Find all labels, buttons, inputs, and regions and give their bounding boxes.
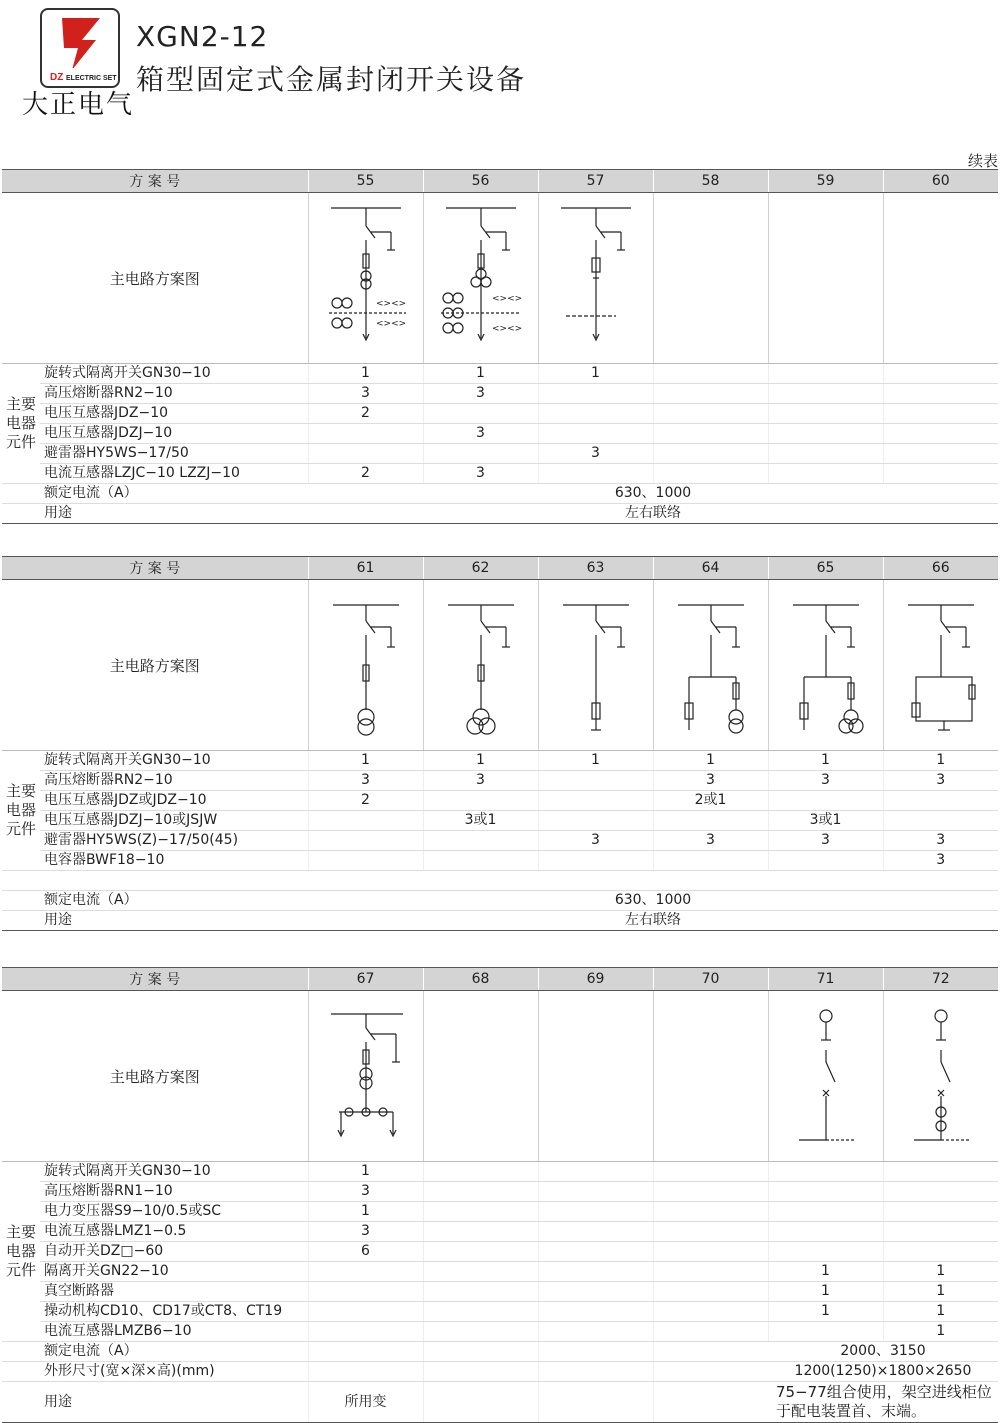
- dimensions-row: [2, 1362, 998, 1382]
- cell: [538, 464, 653, 484]
- scheme-number: 57: [538, 170, 653, 193]
- continued-label: 续表: [967, 152, 998, 170]
- cell: 3: [538, 831, 653, 851]
- cell: [538, 771, 653, 791]
- component-row: [2, 751, 998, 771]
- circuit-diagram-57: [538, 193, 653, 364]
- group-label: 主要电器元件: [2, 364, 40, 484]
- circuit-diagram-67: [308, 991, 423, 1162]
- cell: 3: [883, 831, 998, 851]
- component-label: 旋转式隔离开关GN30−10: [40, 751, 308, 771]
- cell: 6: [308, 1242, 423, 1262]
- usage-row: [2, 1382, 998, 1423]
- group-label: 主要电器元件: [2, 751, 40, 871]
- cell: [768, 1242, 883, 1262]
- component-row: [2, 424, 998, 444]
- cell: 2或1: [653, 791, 768, 811]
- cell: [423, 1222, 538, 1242]
- scheme-number-label: 方 案 号: [2, 968, 308, 991]
- cell: [653, 1162, 768, 1182]
- svg-text:ELECTRIC SET: ELECTRIC SET: [66, 75, 117, 82]
- circuit-diagram-64: [653, 580, 768, 751]
- cell: [423, 1162, 538, 1182]
- component-label: 操动机构CD10、CD17或CT8、CT19: [40, 1302, 308, 1322]
- usage-row: [2, 504, 998, 524]
- scheme-number: 63: [538, 557, 653, 580]
- component-label: 电力变压器S9−10/0.5或SC: [40, 1202, 308, 1222]
- cell: 1: [768, 1302, 883, 1322]
- cell: [538, 1282, 653, 1302]
- diagram-label: 主电路方案图: [2, 193, 308, 364]
- cell: [883, 811, 998, 831]
- cell: [538, 404, 653, 424]
- usage-row: [2, 911, 998, 931]
- circuit-diagram-66: [883, 580, 998, 751]
- cell: 1: [768, 1262, 883, 1282]
- cell: [883, 464, 998, 484]
- cell: [308, 424, 423, 444]
- scheme-number: 67: [308, 968, 423, 991]
- dimensions-label: 外形尺寸(宽×深×高)(mm): [40, 1362, 308, 1382]
- dimensions-value: 1200(1250)×1800×2650: [768, 1362, 998, 1382]
- cell: [308, 851, 423, 871]
- component-row: [2, 1282, 998, 1302]
- scheme-table-2: [2, 556, 998, 931]
- component-row: [2, 791, 998, 811]
- cell: [883, 1222, 998, 1242]
- scheme-number: 60: [883, 170, 998, 193]
- circuit-diagram-empty: [653, 193, 768, 364]
- component-row: [2, 1242, 998, 1262]
- component-row: [2, 444, 998, 464]
- cell: 1: [308, 1202, 423, 1222]
- diagram-row: [2, 193, 998, 364]
- component-label: 电流互感器LMZ1−0.5: [40, 1222, 308, 1242]
- cell: 1: [308, 364, 423, 384]
- cell: 1: [653, 751, 768, 771]
- cell: 3: [768, 771, 883, 791]
- diagram-row: [2, 991, 998, 1162]
- cell: [308, 1282, 423, 1302]
- cell: 3: [423, 384, 538, 404]
- circuit-diagram-empty: [653, 991, 768, 1162]
- cell: 3: [883, 771, 998, 791]
- rated-current-label: 额定电流（A）: [40, 1342, 308, 1362]
- cell: [653, 384, 768, 404]
- cell: [538, 384, 653, 404]
- cell: 1: [883, 1302, 998, 1322]
- circuit-diagram-63: [538, 580, 653, 751]
- cell: 1: [538, 364, 653, 384]
- component-label: 避雷器HY5WS(Z)−17/50(45): [40, 831, 308, 851]
- cell: 2: [308, 404, 423, 424]
- cell: [883, 1202, 998, 1222]
- svg-text:<><>: <><>: [491, 324, 522, 334]
- header-row: [2, 557, 998, 580]
- cell: 3: [653, 831, 768, 851]
- component-row: [2, 1322, 998, 1342]
- cell: 1: [538, 751, 653, 771]
- cell: [768, 384, 883, 404]
- diagram-label: 主电路方案图: [2, 991, 308, 1162]
- cell: 1: [883, 751, 998, 771]
- component-row: [2, 464, 998, 484]
- component-label: 自动开关DZ□−60: [40, 1242, 308, 1262]
- cell: [538, 811, 653, 831]
- component-row: [2, 1222, 998, 1242]
- scheme-number-label: 方 案 号: [2, 557, 308, 580]
- cell: [883, 444, 998, 464]
- cell: [538, 851, 653, 871]
- cell: [653, 364, 768, 384]
- cell: 3: [308, 384, 423, 404]
- component-row: [2, 1262, 998, 1282]
- cell: [423, 1302, 538, 1322]
- cell: [538, 1202, 653, 1222]
- cell: 3: [653, 771, 768, 791]
- component-label: 高压熔断器RN1−10: [40, 1182, 308, 1202]
- cell: [538, 424, 653, 444]
- cell: [423, 791, 538, 811]
- component-label: 隔离开关GN22−10: [40, 1262, 308, 1282]
- cell: [883, 791, 998, 811]
- component-label: 电容器BWF18−10: [40, 851, 308, 871]
- cell: [538, 791, 653, 811]
- cell: [423, 831, 538, 851]
- cell: [768, 464, 883, 484]
- component-row: [2, 851, 998, 871]
- cell: [768, 791, 883, 811]
- cell: 3: [883, 851, 998, 871]
- scheme-number: 64: [653, 557, 768, 580]
- cell: [653, 444, 768, 464]
- cell: [653, 1302, 768, 1322]
- product-model: XGN2-12: [136, 20, 269, 53]
- cell: [653, 1322, 768, 1342]
- cell: [653, 811, 768, 831]
- cell: [423, 1282, 538, 1302]
- component-label: 旋转式隔离开关GN30−10: [40, 364, 308, 384]
- scheme-table-3: [2, 967, 998, 1423]
- cell: [423, 1242, 538, 1262]
- cell: [308, 831, 423, 851]
- cell: [538, 1182, 653, 1202]
- component-label: 电流互感器LMZB6−10: [40, 1322, 308, 1342]
- cell: [308, 1262, 423, 1282]
- cell: [653, 1182, 768, 1202]
- cell: [883, 1182, 998, 1202]
- scheme-number: 70: [653, 968, 768, 991]
- component-row: [2, 811, 998, 831]
- circuit-diagram-empty: [768, 193, 883, 364]
- scheme-number: 59: [768, 170, 883, 193]
- scheme-number: 55: [308, 170, 423, 193]
- header-row: [2, 170, 998, 193]
- scheme-number: 61: [308, 557, 423, 580]
- component-row: [2, 771, 998, 791]
- cell: 2: [308, 464, 423, 484]
- usage-value: 左右联络: [308, 504, 998, 524]
- scheme-number: 66: [883, 557, 998, 580]
- cell: 3: [768, 831, 883, 851]
- cell: [768, 1162, 883, 1182]
- cell: [653, 404, 768, 424]
- usage-value-71-72: 75−77组合使用，架空进线柜位于配电装置首、末端。: [768, 1382, 998, 1423]
- cell: 3: [423, 464, 538, 484]
- cell: 3: [308, 771, 423, 791]
- scheme-number: 72: [883, 968, 998, 991]
- cell: [768, 364, 883, 384]
- rated-current-row: [2, 484, 998, 504]
- usage-label: 用途: [40, 911, 308, 931]
- component-row: [2, 1162, 998, 1182]
- cell: [538, 1222, 653, 1242]
- cell: [653, 424, 768, 444]
- scheme-number: 56: [423, 170, 538, 193]
- cell: [653, 851, 768, 871]
- cell: [423, 1322, 538, 1342]
- cell: 1: [423, 364, 538, 384]
- cell: 1: [883, 1322, 998, 1342]
- cell: [653, 1282, 768, 1302]
- cell: [423, 444, 538, 464]
- cell: [308, 811, 423, 831]
- cell: [423, 404, 538, 424]
- rated-current-label: 额定电流（A）: [40, 891, 308, 911]
- cell: [308, 1322, 423, 1342]
- svg-text:<><>: <><>: [491, 294, 522, 304]
- rated-current-row: [2, 1342, 998, 1362]
- cell: 1: [423, 751, 538, 771]
- component-row: [2, 1302, 998, 1322]
- usage-value: 左右联络: [308, 911, 998, 931]
- scheme-number: 62: [423, 557, 538, 580]
- component-row: [2, 1202, 998, 1222]
- cell: 1: [768, 751, 883, 771]
- lightning-logo-icon: [42, 10, 118, 86]
- rated-current-row: [2, 891, 998, 911]
- circuit-diagram-61: [308, 580, 423, 751]
- circuit-diagram-empty: [883, 193, 998, 364]
- circuit-diagram-62: [423, 580, 538, 751]
- svg-text:<><>: <><>: [375, 299, 406, 309]
- product-title: 箱型固定式金属封闭开关设备: [136, 63, 527, 96]
- cell: 1: [308, 751, 423, 771]
- circuit-diagram-65: [768, 580, 883, 751]
- cell: [653, 1202, 768, 1222]
- cell: 1: [768, 1282, 883, 1302]
- component-row: [2, 404, 998, 424]
- cell: [538, 1242, 653, 1262]
- header-row: [2, 968, 998, 991]
- cell: [423, 851, 538, 871]
- rated-current-label: 额定电流（A）: [40, 484, 308, 504]
- cell: 1: [883, 1262, 998, 1282]
- component-row: [2, 1182, 998, 1202]
- cell: 3: [308, 1222, 423, 1242]
- cell: [768, 404, 883, 424]
- scheme-number: 58: [653, 170, 768, 193]
- component-label: 旋转式隔离开关GN30−10: [40, 1162, 308, 1182]
- cell: [653, 1262, 768, 1282]
- company-logo: [40, 8, 120, 88]
- component-label: 高压熔断器RN2−10: [40, 771, 308, 791]
- cell: 3: [308, 1182, 423, 1202]
- scheme-number: 68: [423, 968, 538, 991]
- usage-label: 用途: [40, 504, 308, 524]
- component-label: 电压互感器JDZ−10: [40, 404, 308, 424]
- cell: 3: [423, 771, 538, 791]
- circuit-diagram-56: [423, 193, 538, 364]
- cell: [538, 1262, 653, 1282]
- circuit-diagram-72: [883, 991, 998, 1162]
- scheme-number: 69: [538, 968, 653, 991]
- cell: 1: [883, 1282, 998, 1302]
- usage-value-67: 所用变: [308, 1382, 423, 1423]
- component-label: 真空断路器: [40, 1282, 308, 1302]
- cell: [308, 444, 423, 464]
- cell: [308, 1302, 423, 1322]
- cell: [883, 424, 998, 444]
- cell: [883, 364, 998, 384]
- component-label: 电流互感器LZJC−10 LZZJ−10: [40, 464, 308, 484]
- cell: [768, 444, 883, 464]
- cell: [653, 1242, 768, 1262]
- usage-label: 用途: [40, 1382, 308, 1423]
- cell: [653, 464, 768, 484]
- cell: [883, 384, 998, 404]
- cell: [883, 404, 998, 424]
- cell: [423, 1202, 538, 1222]
- svg-text:DZ: DZ: [50, 72, 64, 83]
- cell: [768, 424, 883, 444]
- cell: 3: [538, 444, 653, 464]
- cell: 3或1: [423, 811, 538, 831]
- diagram-label: 主电路方案图: [2, 580, 308, 751]
- component-row: [2, 831, 998, 851]
- cell: 3: [423, 424, 538, 444]
- cell: [883, 1162, 998, 1182]
- circuit-diagram-empty: [423, 991, 538, 1162]
- cell: 2: [308, 791, 423, 811]
- cell: [768, 1182, 883, 1202]
- cell: [883, 1242, 998, 1262]
- cell: [653, 1222, 768, 1242]
- cell: [538, 1162, 653, 1182]
- cell: 1: [308, 1162, 423, 1182]
- cell: [768, 851, 883, 871]
- spacer-row: [2, 871, 998, 891]
- cell: [423, 1182, 538, 1202]
- component-row: [2, 364, 998, 384]
- cell: [768, 1222, 883, 1242]
- cell: [538, 1302, 653, 1322]
- scheme-number: 65: [768, 557, 883, 580]
- rated-current-value: 630、1000: [308, 484, 998, 504]
- cell: 3或1: [768, 811, 883, 831]
- cell: [423, 1262, 538, 1282]
- rated-current-value: 2000、3150: [768, 1342, 998, 1362]
- component-label: 电压互感器JDZJ−10: [40, 424, 308, 444]
- circuit-diagram-55: [308, 193, 423, 364]
- component-label: 避雷器HY5WS−17/50: [40, 444, 308, 464]
- group-label: 主要电器元件: [2, 1162, 40, 1342]
- circuit-diagram-empty: [538, 991, 653, 1162]
- circuit-diagram-71: [768, 991, 883, 1162]
- cell: [768, 1202, 883, 1222]
- scheme-number-label: 方 案 号: [2, 170, 308, 193]
- scheme-number: 71: [768, 968, 883, 991]
- diagram-row: [2, 580, 998, 751]
- cell: [538, 1322, 653, 1342]
- scheme-table-1: [2, 169, 998, 524]
- svg-text:<><>: <><>: [375, 319, 406, 329]
- rated-current-value: 630、1000: [308, 891, 998, 911]
- company-name: 大正电气: [22, 90, 135, 120]
- component-label: 电压互感器JDZJ−10或JSJW: [40, 811, 308, 831]
- component-label: 高压熔断器RN2−10: [40, 384, 308, 404]
- component-row: [2, 384, 998, 404]
- component-label: 电压互感器JDZ或JDZ−10: [40, 791, 308, 811]
- cell: [768, 1322, 883, 1342]
